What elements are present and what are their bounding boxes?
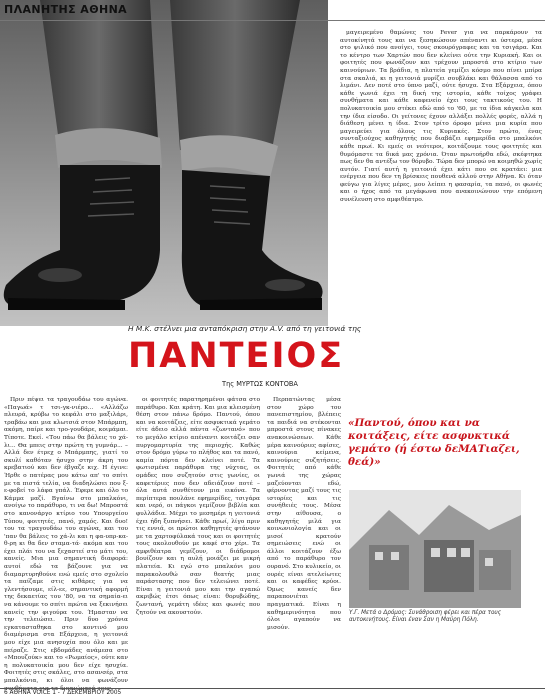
inset-photo: [349, 490, 521, 608]
article-column-2: [136, 397, 260, 685]
article-column-1: [4, 397, 128, 685]
inset-caption: Υ.Γ. Μετά ο Δρόμος: Συνάθροιση φέρει και πέρα τους αυτοκινήτους. Είναι έναν Σαν η Μαύρη Πόλη.: [349, 610, 502, 623]
article-byline: Της ΜΥΡΤΩΣ ΚΟΝΤΟΒΑ: [222, 380, 298, 388]
article-subtitle: Η Μ.Κ. στέλνει μια ανταπόκριση στην A.V. από τη γειτονιά της: [128, 324, 362, 333]
column-3-text: μαγειρεμένο θαμώνες του Fever για να παρκάρουν τα αυτοκίνητά τους και να ξεσηκώσουν απέναντι κι ύστερα, μέσα στο ψιλικό που ανοίγει, τους σκουρόγραφες και τα τσιγάρα. Και το κέντρο των Χαρτών που δεν κλείνει ούτε την Κυριακή. Και οι φοιτητές που φωνάζουν και τρέχουν μπροστά στο κτίριο των καινούριων. Τα βράδια, η πλατεία γεμίζει κόσμο που πίνει μπίρα στα σκαλιά, κι η γειτονιά μυρίζει σουβλάκι και θάλασσα από το λιμάνι. Δεν ποτέ στο ύπνο μαζί, ούτε ήσυχα. Στα Εξάρχεια, όπου κάθε γωνιά έχει τη δική της ιστορία, κάθε τοίχος γράφει συνθήματα και κάθε καφενείο έχει τους τακτικούς του. Η πολυκατοικία μου στέκει εδώ από το '60, με τα ίδια κάγκελα και την ίδια είσοδο. Οι γείτονες έχουν αλλάξει πολλές φορές, αλλά η διάθεση μένει η ίδια. Στον τρίτο όροφο μένει μια κυρία που μαγειρεύει για όλους τις Κυριακές. Στον πρώτο, ένας συνταξιούχος καθηγητής που διαβάζει εφημερίδα στο μπαλκόνι κάθε πρωί. Κι εμείς οι νεότεροι, κοιτάζουμε τους φοιτητές και θυμόμαστε τα δικά μας χρόνια. Όταν πρωτοήρθα εδώ, σκέφτηκα πως δεν θα αντέξω τον θόρυβο. Τώρα δεν μπορώ να κοιμηθώ χωρίς αυτόν. Γιατί αυτή η γειτονιά έχει κάτι που σε κρατάει: μια ενέργεια που δεν τη βρίσκεις πουθενά αλλού στην Αθήνα. Κι όταν φεύγω για λίγες μέρες, μου λείπει η φασαρία, τα πανό, οι φωνές και ο ήχος από τα μεγάφωνα που ανακοινώνουν την επόμενη συνέλευση στο αμφιθέατρο.: [340, 30, 542, 204]
column-1-text: Πριν πέψει τα τραγουδάω του αγώνα. «Παγωά» τ τσι-γκ-νιέρο... «Αλλάζω πλευρά, κρύβω το κεφάλι στο μαξιλάρι, τραβάω και μια κλωτσιά στον Μπάρμπη, ακόμη, παίρε και τρο-γουδάρε, κοιμάμαι. Τίποτε. Εκεί. «Του πάω θα βάλεις το χά-λι... Θα μπεις στην πρώτη τη γυμνάρ... – Αλλά δεν έτρεχ ο Μπάρμπης, γιατί το σκυλί καθόταν ήσυχο στην άκρη του κρεβατιού και δεν έβγαζε κιχ. Η έγινε: Ήρθε ο πατέρας μου κάτω απ' το σπίτι με τα πιστά τελία, να διαδηλώσει που ξ-ε-φοβεί το λάφα γπάλ. Έφερε και όλο το Κάμμα μαζί. Βγαίνω στο μπαλκόνι, ανοίγω το παράθυρο, τι να δω! Μπροστά στο κανονάργο κτίριο του Υπουργείου Τύπου, φοιτητές, πανό, χαμός. Και δυο! του τα τραγουδάω του αγώνα, και του 'παν θα βάλεις το χά-λι και η φα-υπρ-κα-θ-ρη κι θα δεν σταμα-τά· ακόμα και του έχει πλάι του να ξεχαστεί στο μάτι του, κανείς. Μια μια σημαντική διαφορά: αυτοί εδώ τα βάζουνε για να διαμαρτυρηθούνε ενώ εμείς στο σχολείο τα παίζαμε στις κιθάρες για να γλεντήσουμε, είλ-εε, σημαντική αφορμή της δεκαετίας του '80, να τα σημαία-ει να κάνουμε το σπίτι πρώτα να ξεκινήσει κανείς την φιγούρα του. Ήμασταν να την τελειώσει. Πριν δυο χρόνια εγκατασταθηκα στο κοντινό μου διαμέρισμα στα Εξάρχεια, η γειτονιά μου είχε μια ανησυχία που όλο και με πείραζε. Στις εβδομάδες ανάμεσα στο «Μπουζούκ» και το «Ρωμαίος», ούτε καν η πολυκατοικία μου δεν είχε ησυχία. Φοιτητές στις σκάλες, στο ασανσέρ, στα μπαλκόνια, κι όλοι να φωνάζουν: [4, 397, 128, 684]
inset-illustration: [349, 490, 521, 608]
boots-photo: [0, 0, 328, 326]
article-headline: ΠΑΝΤΕΙΟΣ: [128, 336, 345, 376]
section-label: ΠΛΑΝΗΤΗΣ ΑΘΗΝΑ: [4, 3, 128, 16]
column-2-text: οι φοιτητές παρατηρημένοι φάτσα στο παράθυρο. Και κράτη. Και μια κλεισμένη θέση στον πάνω δρόμο. Παντού, όπου και να κοιτάζεις, είτε ασφυκτικά γεμάτο είτε άδειο αλλά πάντα «ζωντανό» που το μεγάλο κτίριο απέναντι κοιτάζει σαν πυργομαρτυρία της περιοχής. Καθώς στον δρόμο γύρω το πλήθος και τα πανό, καμία πόρτα δεν κλείνει ποτέ. Τα φωτισμένα παράθυρα της νύχτας, οι ομάδες που συζητούν στις γωνίες, οι καφετέριες που δεν αδειάζουν ποτέ – όλα αυτά συνθέτουν μια εικόνα. Τα περίπτερα πουλάνε εφημερίδες, τσιγάρα και νερό, οι πάγκοι γεμίζουν βιβλία και φυλλάδια. Μέχρι το μεσημέρι η γειτονιά έχει ήδη ξυπνήσει. Κάθε πρωί, λίγο πριν τις εννιά, οι πρώτοι καθηγητές φτάνουν με τα χαρτοφύλακά τους και οι φοιτητές τους ακολουθούν με καφέ στο χέρι. Τα αμφιθέατρα γεμίζουν, οι διάδρομοι βουίζουν και η αυλή μοιάζει με μικρή πλατεία. Κι εγώ στο μπαλκόνι μου παρακολουθώ σαν θεατής μιας παράστασης που δεν τελειώνει ποτέ. Είναι η γειτονιά μου και την αγαπώ ακριβώς έτσι όπως είναι: θορυβώδης, ζωντανή, γεμάτη ιδέες και φωνές που ζητούν να ακουστούν.: [136, 397, 260, 616]
article-column-3: [340, 30, 542, 410]
header-rule: [0, 20, 545, 21]
pull-quote: «Παντού, όπου και να κοιτάξεις, είτε ασφυκτικά γεμάτο (ή έστω δεΜΑΤιαζει, θεά)»: [348, 417, 520, 468]
footer-rule: [0, 688, 545, 689]
page-footer: 6 ΑΘΗΝΑ VOICE 1 - 7 ΔΕΚΕΜΒΡΙΟΥ 2005: [4, 690, 122, 696]
article-column-4: [267, 397, 341, 685]
boots-illustration: [0, 0, 328, 326]
column-4-text: Περπατώντας μέσα στον χώρο του πανεπιστημίου, βλέπεις τα παιδιά να στέκονται μπροστά στους πίνακες ανακοινώσεων. Κάθε μέρα καινούριες αφίσες, καινούρια κείμενα, καινούριες συζητήσεις. Φοιτητές από κάθε γωνιά της χώρας μαζεύονται εδώ, φέρνοντας μαζί τους τις ιστορίες και τις συνήθειές τους. Μέσα στην αίθουσα, ο καθηγητής μιλά για κοινωνιολογία και οι μισοί κρατούν σημειώσεις ενώ οι άλλοι κοιτάζουν έξω από το παράθυρο τον ουρανό. Στο κυλικείο, οι ουρές είναι ατελείωτες και οι καφέδες κρύοι. Όμως κανείς δεν παραπονιέται πραγματικά. Είναι η καθημερινότητα που όλοι αγαπούν να μισούν.: [267, 397, 341, 631]
